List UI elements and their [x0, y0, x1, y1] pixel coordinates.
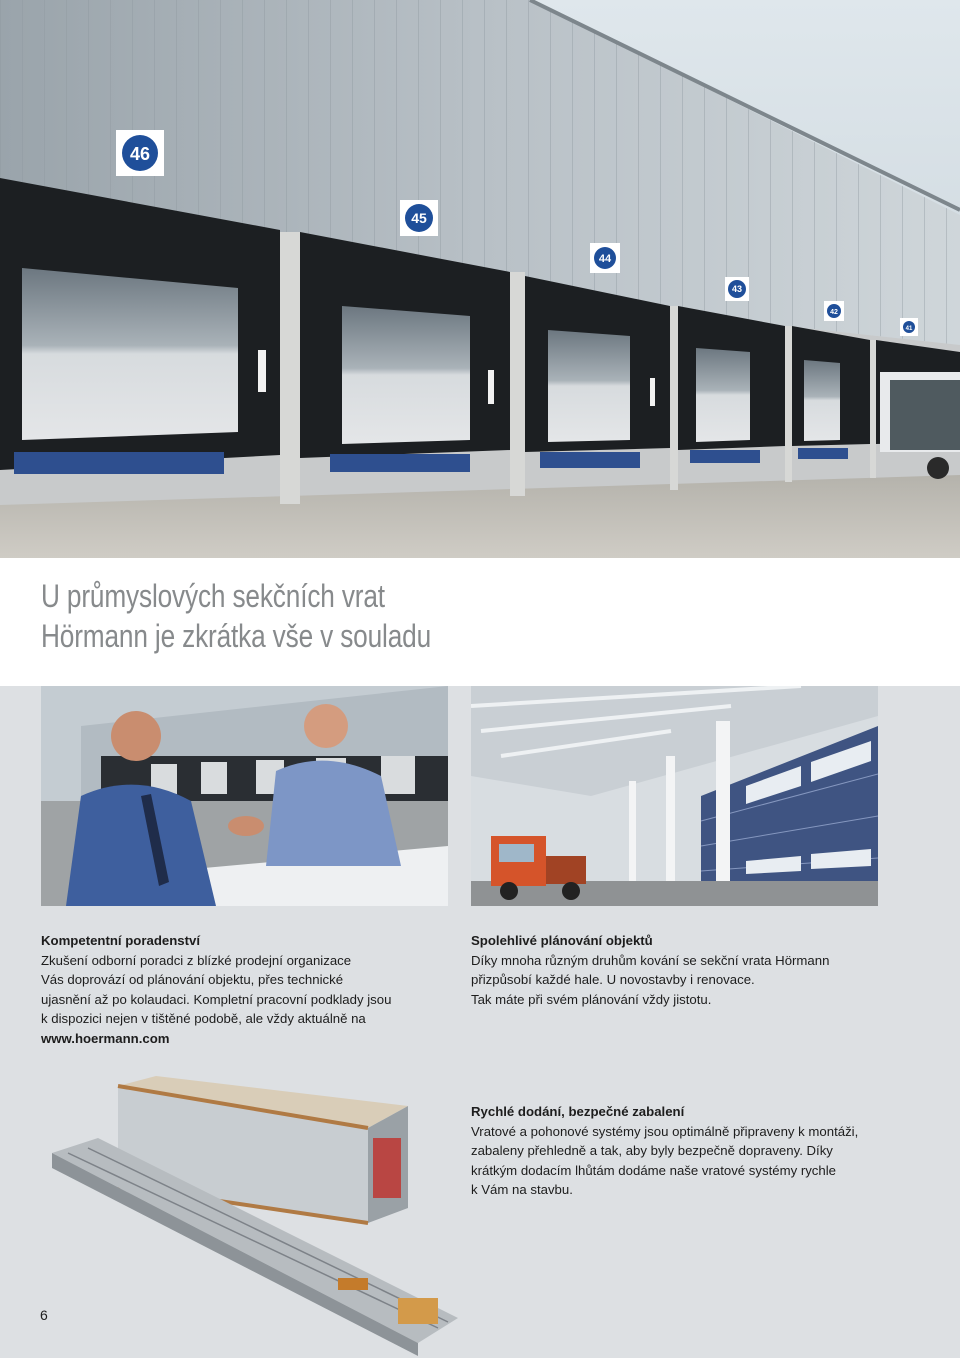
section-heading-delivery: Rychlé dodání, bezpečné zabalení	[471, 1104, 685, 1119]
section-heading-planning: Spolehlivé plánování objektů	[471, 933, 653, 948]
page-title-line-1: U průmyslových sekčních vrat	[41, 578, 385, 614]
dock-number-43: 43	[731, 284, 743, 294]
dock-number-46: 46	[129, 144, 151, 164]
section-consulting	[41, 931, 461, 1048]
hero-photo-loading-docks	[0, 0, 960, 558]
photo-packaged-door-systems	[38, 1058, 470, 1358]
section-text-delivery: Vratové a pohonové systémy jsou optimálně připraveny k montáži, zabaleny přehledně a tak, aby byly bezpečně dopraveny. Díky krátkým dodacím lhůtám dodáme naše vratové systémy rychle k Vám na stavbu.	[471, 1123, 859, 1197]
dock-number-44: 44	[598, 253, 612, 265]
section-text-planning: Díky mnoha různým druhům kování se sekční vrata Hörmann přizpůsobí každé hale. U novostavby i renovace. Tak máte při svém plánování vždy jistotu.	[471, 952, 830, 1007]
section-text-consulting: Zkušení odborní poradci z blízké prodejní organizace Vás doprovází od plánování objektu, přes technické ujasnění až po kolaudaci. Kompletní pracovní podklady jsou k dispozici nejen v tištěné podobě, ale vždy aktuálně na	[41, 952, 392, 1026]
photo-hall-interior	[471, 686, 878, 906]
website-link[interactable]: www.hoermann.com	[41, 1030, 170, 1046]
page-title-line-2: Hörmann je zkrátka vše v souladu	[41, 618, 431, 654]
dock-number-41: 41	[905, 326, 913, 332]
section-planning	[471, 931, 931, 1009]
dock-number-45: 45	[411, 210, 427, 226]
page-number: 6	[40, 1307, 48, 1323]
title-band	[0, 558, 960, 686]
section-delivery	[471, 1102, 931, 1200]
section-heading-consulting: Kompetentní poradenství	[41, 933, 200, 948]
dock-number-42: 42	[830, 309, 838, 316]
photo-consultants	[41, 686, 448, 906]
